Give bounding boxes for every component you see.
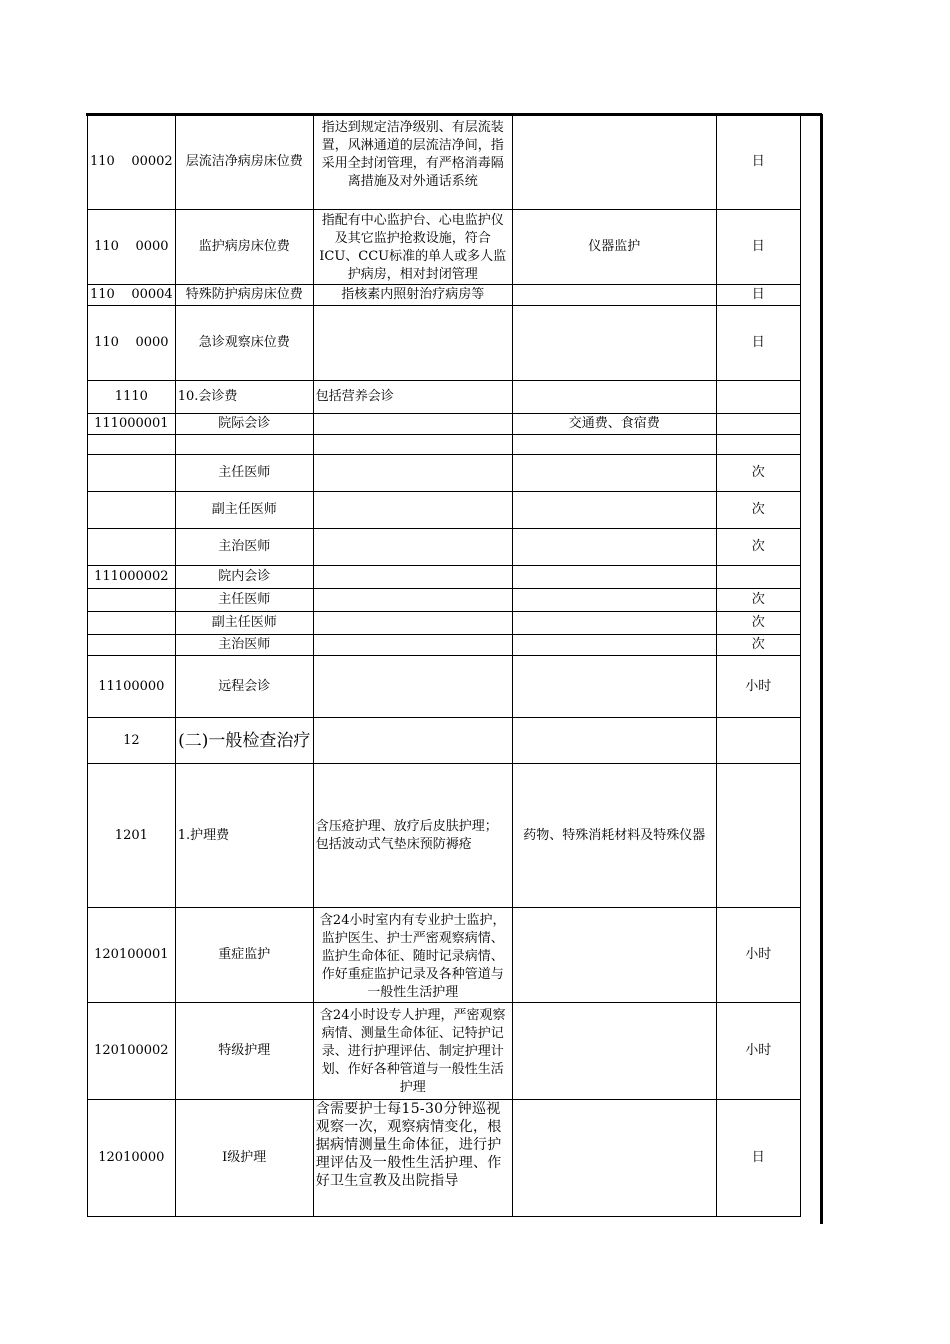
item-content	[313, 115, 512, 210]
item-content	[313, 306, 512, 381]
item-code	[88, 589, 176, 612]
item-code	[88, 435, 176, 455]
item-code: 120100002	[88, 1003, 176, 1100]
item-code	[88, 529, 176, 566]
item-unit	[716, 764, 800, 908]
item-name: 远程会诊	[175, 656, 313, 718]
item-unit	[716, 718, 800, 764]
item-exclusion: 药物、特殊消耗材料及特殊仪器	[512, 764, 716, 908]
item-content	[313, 414, 512, 435]
item-exclusion	[512, 285, 716, 306]
item-exclusion	[512, 589, 716, 612]
item-exclusion	[512, 529, 716, 566]
item-unit: 小时	[716, 1003, 800, 1100]
item-content	[313, 566, 512, 589]
item-unit: 日	[716, 210, 800, 285]
item-name: 主任医师	[175, 455, 313, 492]
item-name: 特殊防护病房床位费	[175, 285, 313, 306]
item-name: 特级护理	[175, 1003, 313, 1100]
item-code: 111000001	[88, 414, 176, 435]
item-content	[313, 718, 512, 764]
item-code: 12	[88, 718, 176, 764]
item-content	[313, 455, 512, 492]
item-name: Ⅰ级护理	[175, 1100, 313, 1217]
item-content-text: 指达到规定洁净级别、有层流装置，风淋通道的层流洁净间，指采用全封闭管理，有严格消毒隔离措施及对外通话系统	[321, 120, 504, 189]
table-row	[88, 908, 801, 1003]
item-exclusion	[512, 492, 716, 529]
item-unit: 日	[716, 1100, 800, 1217]
item-content-text: 含24小时室内有专业护士监护，监护医生、护士严密观察病情、监护生命体征、随时记录病情、作好重症监护记录及各种管道与一般性生活护理	[319, 913, 506, 1000]
item-name: 重症监护	[175, 908, 313, 1003]
item-name: 院内会诊	[175, 566, 313, 589]
item-unit: 次	[716, 612, 800, 635]
item-name: (二)一般检查治疗	[175, 718, 313, 764]
item-content	[313, 210, 512, 285]
item-content-text: 指配有中心监护台、心电监护仪及其它监护抢救设施，符合ICU、CCU标准的单人或多人监护病房，相对封闭管理	[319, 213, 507, 282]
item-content-text: 含24小时设专人护理，严密观察病情、测量生命体征、记特护记录、进行护理评估、制定护理计划、作好各种管道与一般性生活护理	[319, 1008, 506, 1095]
table-row	[88, 635, 801, 656]
item-code	[88, 455, 176, 492]
item-exclusion: 交通费、食宿费	[512, 414, 716, 435]
table-row	[88, 566, 801, 589]
item-content	[313, 1003, 512, 1100]
item-unit	[716, 381, 800, 414]
item-exclusion	[512, 718, 716, 764]
item-name: 主任医师	[175, 589, 313, 612]
item-exclusion	[512, 306, 716, 381]
item-exclusion	[512, 612, 716, 635]
item-name: 层流洁净病房床位费	[175, 115, 313, 210]
item-code	[88, 612, 176, 635]
item-code: 120100001	[88, 908, 176, 1003]
item-code	[88, 492, 176, 529]
item-content	[313, 589, 512, 612]
item-content	[313, 908, 512, 1003]
table-row	[88, 435, 801, 455]
item-content-text: 含需要护士每15-30分钟巡视观察一次，观察病情变化，根据病情测量生命体征，进行护理评估及一般性生活护理、作好卫生宣教及出院指导	[315, 1101, 502, 1189]
item-exclusion	[512, 381, 716, 414]
item-code: 111000002	[88, 566, 176, 589]
item-name	[175, 435, 313, 455]
item-name: 10.会诊费	[175, 381, 313, 414]
table-row	[88, 1100, 801, 1217]
item-exclusion	[512, 435, 716, 455]
item-name: 副主任医师	[175, 612, 313, 635]
item-code: 110 00002	[88, 115, 176, 210]
item-unit: 小时	[716, 908, 800, 1003]
item-exclusion	[512, 908, 716, 1003]
item-content	[313, 529, 512, 566]
item-code: 12010000	[88, 1100, 176, 1217]
table-row	[88, 381, 801, 414]
item-unit	[716, 414, 800, 435]
item-content	[313, 656, 512, 718]
item-content	[313, 612, 512, 635]
table-row	[88, 656, 801, 718]
table-row	[88, 210, 801, 285]
item-exclusion	[512, 566, 716, 589]
item-code: 1201	[88, 764, 176, 908]
item-code	[88, 635, 176, 656]
table-row	[88, 718, 801, 764]
item-name: 急诊观察床位费	[175, 306, 313, 381]
item-name: 主治医师	[175, 635, 313, 656]
item-unit	[716, 566, 800, 589]
item-unit: 次	[716, 589, 800, 612]
item-name: 院际会诊	[175, 414, 313, 435]
item-exclusion	[512, 1003, 716, 1100]
item-unit: 次	[716, 455, 800, 492]
table-row	[88, 589, 801, 612]
item-unit: 日	[716, 306, 800, 381]
table-row	[88, 492, 801, 529]
table-row	[88, 115, 801, 210]
item-code: 11100000	[88, 656, 176, 718]
item-exclusion	[512, 1100, 716, 1217]
table-row	[88, 764, 801, 908]
item-exclusion	[512, 635, 716, 656]
item-content: 包括营养会诊	[313, 381, 512, 414]
item-unit: 日	[716, 285, 800, 306]
item-exclusion	[512, 115, 716, 210]
table-row	[88, 529, 801, 566]
table-right-border	[820, 114, 823, 1224]
table-row	[88, 285, 801, 306]
table-row	[88, 455, 801, 492]
item-content	[313, 1100, 512, 1217]
item-exclusion	[512, 455, 716, 492]
item-content	[313, 492, 512, 529]
item-code: 110 0000	[88, 306, 176, 381]
table-row	[88, 612, 801, 635]
item-name: 监护病房床位费	[175, 210, 313, 285]
item-content	[313, 435, 512, 455]
item-unit: 次	[716, 635, 800, 656]
item-name: 副主任医师	[175, 492, 313, 529]
table-row	[88, 1003, 801, 1100]
item-content: 含压疮护理、放疗后皮肤护理；包括波动式气垫床预防褥疮	[313, 764, 512, 908]
item-content	[313, 635, 512, 656]
item-unit: 次	[716, 492, 800, 529]
item-content: 指核素内照射治疗病房等	[313, 285, 512, 306]
item-name: 1.护理费	[175, 764, 313, 908]
item-unit	[716, 435, 800, 455]
item-exclusion: 仪器监护	[512, 210, 716, 285]
table-row	[88, 306, 801, 381]
item-code: 110 00004	[88, 285, 176, 306]
item-unit: 次	[716, 529, 800, 566]
item-exclusion	[512, 656, 716, 718]
item-name: 主治医师	[175, 529, 313, 566]
fee-schedule-table	[87, 114, 801, 1217]
item-unit: 日	[716, 115, 800, 210]
table-row	[88, 414, 801, 435]
item-code: 1110	[88, 381, 176, 414]
item-unit: 小时	[716, 656, 800, 718]
item-code: 110 0000	[88, 210, 176, 285]
